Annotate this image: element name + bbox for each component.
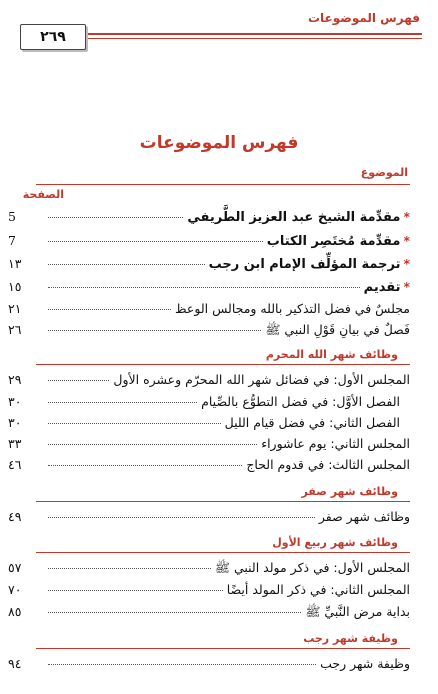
leader-dots	[48, 264, 205, 265]
toc-entry-label: الفصل الثاني: في فضل قيام الليل	[224, 415, 400, 430]
toc-entry-label: تقديم	[363, 280, 401, 295]
toc-row[interactable]	[8, 279, 410, 299]
leader-dots	[48, 664, 316, 665]
toc-entry-label: المجلس الثالث: في قدوم الحاج	[246, 457, 410, 472]
toc-row[interactable]	[8, 604, 410, 624]
toc-entry-page: ٢١	[8, 301, 22, 316]
toc-entry-page: ٣٠	[8, 394, 22, 409]
toc-entry-label: المجلس الأول: في فضائل شهر الله المحرّم وعشره الأول	[113, 372, 410, 387]
toc-entry-label: مقدِّمة الشيخ عبد العزيز الطَّريفي	[187, 210, 401, 225]
toc-entry-label: وظيفة شهر رجب	[320, 656, 410, 671]
toc-row[interactable]	[8, 582, 410, 602]
section-heading: وظائف شهر صفر	[301, 485, 398, 498]
leader-dots	[48, 287, 360, 288]
leader-dots	[48, 465, 242, 466]
toc-entry-label: المجلس الأول: في ذكر مولد النبي ﷺ	[214, 560, 410, 575]
toc-entry-page: ٤٦	[8, 457, 22, 472]
column-header-page: الصفحة	[22, 188, 64, 201]
toc-entry-page: ٨٥	[8, 604, 22, 619]
leader-dots	[48, 241, 263, 242]
toc-entry-page: ٣٣	[8, 436, 22, 451]
leader-dots	[48, 612, 301, 613]
leader-dots	[48, 217, 183, 218]
toc-entry-page: ٣٠	[8, 415, 22, 430]
leader-dots	[48, 330, 261, 331]
toc-row[interactable]	[8, 457, 410, 477]
toc-entry-label: المجلس الثاني: في ذكر المولد أيضًا	[226, 582, 410, 597]
toc-row[interactable]	[8, 372, 410, 392]
section-rule	[36, 552, 410, 553]
toc-entry-label: وظائف شهر صفر	[318, 509, 410, 524]
toc-row[interactable]	[8, 301, 410, 321]
toc-row[interactable]	[8, 322, 410, 342]
column-header-rule	[36, 184, 410, 185]
toc-row[interactable]	[8, 415, 410, 435]
page-title: فهرس الموضوعات	[139, 133, 299, 153]
toc-entry-page: ٤٩	[8, 509, 22, 524]
section-rule	[36, 364, 410, 365]
toc-row[interactable]	[8, 436, 410, 456]
toc-entry-page: ٧٠	[8, 582, 22, 597]
section-heading: وظائف شهر ربيع الأول	[272, 536, 398, 549]
star-marker: *	[403, 279, 410, 294]
star-marker: *	[403, 209, 410, 224]
toc-entry-page: ٩٤	[8, 656, 22, 671]
page-number: ٢٦٩	[20, 24, 86, 50]
toc-entry-page: 5	[8, 209, 16, 224]
toc-entry-label: الفصل الأوَّل: في فضل التطوُّع بالصِّيام	[201, 394, 400, 409]
toc-row[interactable]	[8, 256, 410, 276]
section-heading: وظائف شهر الله المحرم	[265, 348, 398, 361]
toc-row[interactable]	[8, 233, 410, 253]
leader-dots	[48, 590, 223, 591]
leader-dots	[48, 423, 221, 424]
star-marker: *	[403, 233, 410, 248]
section-heading: وظيفة شهر رجب	[303, 632, 398, 645]
section-rule	[36, 648, 410, 649]
leader-dots	[48, 402, 197, 403]
leader-dots	[48, 309, 171, 310]
star-marker: *	[403, 256, 410, 271]
toc-row[interactable]	[8, 509, 410, 529]
toc-row[interactable]	[8, 656, 410, 676]
leader-dots	[48, 517, 315, 518]
leader-dots	[48, 568, 211, 569]
toc-entry-label: بداية مرض النَّبيِّ ﷺ	[305, 604, 410, 619]
running-title: فهرس الموضوعات	[307, 11, 420, 25]
toc-entry-page: ٢٩	[8, 372, 22, 387]
toc-entry-label: فَصلٌ في بيانِ قَوْلِ النبي ﷺ	[265, 322, 410, 337]
toc-entry-page: 7	[8, 233, 16, 248]
column-header-topic: الموضوع	[360, 166, 408, 179]
section-rule	[36, 501, 410, 502]
header-rule-thin	[86, 38, 422, 39]
leader-dots	[48, 444, 257, 445]
toc-entry-page: ١٣	[8, 256, 22, 271]
toc-entry-label: مقدِّمة مُختَصِر الكتاب	[266, 234, 401, 249]
toc-entry-label: ترجمة المؤلِّف الإمام ابن رجب	[208, 257, 401, 272]
toc-row[interactable]	[8, 394, 410, 414]
toc-entry-label: مجلسٌ في فضل التذكير بالله ومجالس الوعظ	[175, 301, 410, 316]
toc-entry-page: ١٥	[8, 279, 22, 294]
toc-entry-label: المجلس الثاني: يوم عاشوراء	[261, 436, 410, 451]
toc-row[interactable]	[8, 560, 410, 580]
toc-entry-page: ٥٧	[8, 560, 22, 575]
toc-entry-page: ٢٦	[8, 322, 22, 337]
header-rule	[86, 33, 422, 35]
leader-dots	[48, 380, 109, 381]
toc-row[interactable]	[8, 209, 410, 229]
